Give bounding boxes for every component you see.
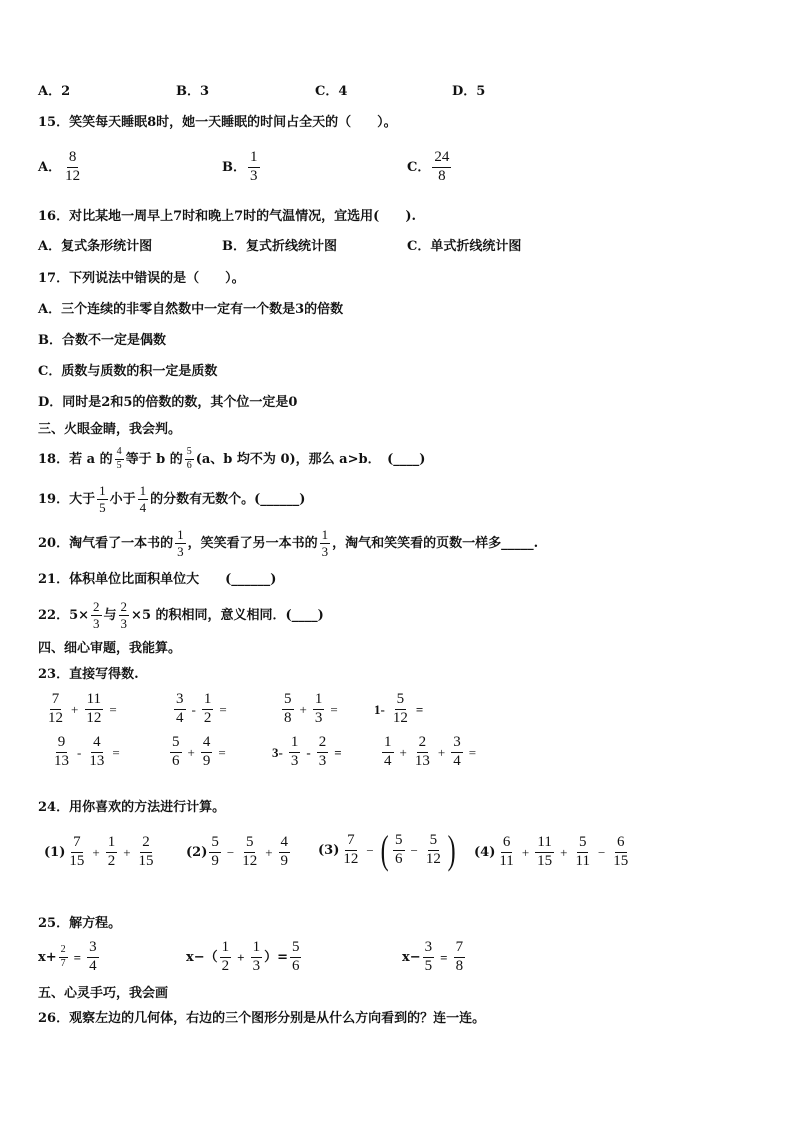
fraction: $\frac{5}{12}$ (392, 691, 408, 726)
q17-option-c: C．质数与质数的积一定是质数 (38, 364, 218, 379)
operator: 1- (374, 701, 385, 717)
operator: = (219, 701, 227, 717)
q23-r2-item2 (168, 735, 230, 770)
fraction: $\frac{5}{12}$ (425, 831, 441, 867)
operator: - (77, 744, 82, 760)
operator: - (191, 701, 196, 717)
operator: = (330, 701, 338, 717)
q18-pre: 18．若 a 的 (38, 451, 113, 467)
fraction: $\frac{2}{13}$ (414, 734, 430, 769)
fraction: $\frac{5}{11}$ (575, 834, 590, 869)
q23-r1-item3 (280, 692, 342, 727)
left-paren: ( (380, 827, 389, 872)
operator: = (73, 949, 82, 965)
fraction: $\frac{3}{4}$ (176, 691, 184, 726)
option-label: B． (222, 159, 246, 175)
q23-r2-item1 (50, 735, 124, 770)
q25-stem: 25．解方程。 (38, 916, 122, 931)
q17-option-a: A．三个连续的非零自然数中一定有一个数是3的倍数 (38, 302, 344, 317)
fraction: $\frac{2}{7}$ (60, 944, 66, 969)
fraction: $\frac{5}{9}$ (211, 834, 219, 869)
operator: − (226, 844, 235, 860)
operator: + (71, 701, 79, 717)
q19-post: 的分数有无数个。(______) (150, 491, 306, 507)
fraction: $\frac{1}{3}$ (252, 939, 261, 974)
fraction: $\frac{1}{5}$ (99, 483, 106, 515)
q24-part-3: (3) $\frac{7}{12}$ − ( $\frac{5}{6}$ − $\frac{5}{12}$ ) (318, 827, 456, 872)
q18-mid: 等于 b 的 (125, 451, 183, 467)
q24-part-2: (2) $\frac{5}{9}$ − $\frac{5}{12}$ + $\frac{4}{9}$ (186, 834, 289, 869)
q23-r2-item3 (268, 735, 346, 770)
q21: 21．体积单位比面积单位大 (______) (38, 572, 277, 587)
fraction: $\frac{1}{2}$ (203, 691, 212, 726)
q18 (38, 447, 425, 471)
q22-pre: 22．5× (38, 607, 90, 623)
q14-option-c: C．4 (315, 84, 348, 99)
fraction: $\frac{3}{4}$ (89, 939, 97, 974)
q23-r1-item2 (172, 692, 231, 727)
fraction: $\frac{1}{3}$ (290, 734, 299, 769)
fraction: $\frac{4}{13}$ (89, 734, 105, 769)
fraction: $\frac{2}{3}$ (318, 734, 327, 769)
operator: − (366, 842, 374, 858)
operator: − (597, 844, 606, 860)
q15-option-b (222, 150, 262, 185)
fraction: $\frac{11}{12}$ (86, 691, 102, 726)
q19-mid: 小于 (109, 491, 136, 507)
fraction: $\frac{3}{4}$ (453, 734, 461, 769)
operator: + (92, 844, 100, 860)
q20 (38, 528, 538, 558)
section-4-heading: 四、细心审题，我能算。 (38, 641, 182, 656)
fraction: $\frac{9}{13}$ (54, 734, 69, 769)
section-3-heading: 三、火眼金睛，我会判。 (38, 422, 182, 437)
operator: + (521, 844, 530, 860)
operator: = (334, 744, 342, 760)
operator: + (299, 701, 307, 717)
q15-stem: 15．笑笑每天睡眠8时，她一天睡眠的时间占全天的（ ）。 (38, 115, 397, 130)
q19-pre: 19．大于 (38, 491, 96, 507)
fraction: $\frac{5}{6}$ (186, 446, 192, 471)
q25-equation-1: x+ $\frac{2}{7}$ = $\frac{3}{4}$ (38, 939, 97, 974)
q20-post: ，淘气和笑笑看的页数一样多_____. (332, 535, 539, 551)
q16-stem: 16．对比某地一周早上7时和晚上7时的气温情况，宜选用( ). (38, 209, 417, 224)
q22-mid: 与 (103, 607, 117, 623)
fraction: $\frac{1}{3}$ (250, 149, 258, 184)
fraction: $\frac{1}{3}$ (321, 527, 329, 559)
fraction: $\frac{2}{15}$ (138, 834, 154, 869)
operator: = (415, 701, 424, 717)
q22-post: ×5 的积相同，意义相同．(____) (131, 607, 324, 623)
fraction: $\frac{7}{15}$ (69, 834, 85, 869)
fraction: $\frac{5}{6}$ (291, 939, 300, 974)
operator: + (187, 744, 195, 760)
q19 (38, 484, 305, 514)
fraction: $\frac{6}{15}$ (613, 834, 629, 869)
fraction: $\frac{5}{6}$ (395, 831, 403, 867)
operator: + (265, 844, 273, 860)
section-5-heading: 五、心灵手巧，我会画 (38, 986, 169, 1001)
option-label: C． (407, 159, 431, 175)
fraction: $\frac{1}{4}$ (139, 483, 147, 515)
operator: = (218, 744, 226, 760)
fraction: $\frac{4}{9}$ (202, 734, 211, 769)
fraction: $\frac{1}{3}$ (177, 527, 184, 559)
q14-option-d: D．5 (452, 84, 486, 99)
q23-r2-item4 (380, 735, 480, 770)
right-paren: ) (447, 827, 456, 872)
q15-option-c (407, 150, 453, 185)
q18-post: (a、b 均不为 0)，那么 a>b． (____) (195, 451, 426, 467)
q17-option-d: D．同时是2和5的倍数的数，其个位一定是0 (38, 395, 298, 410)
fraction: $\frac{2}{3}$ (93, 599, 100, 631)
q17-option-b: B．合数不一定是偶数 (38, 333, 166, 348)
q23-stem: 23．直接写得数. (38, 667, 139, 682)
fraction: $\frac{1}{3}$ (314, 691, 323, 726)
operator: = (112, 744, 120, 760)
q25-equation-2: x−（ $\frac{1}{2}$ + $\frac{1}{3}$ ）= $\frac{5}{6}$ (186, 939, 300, 974)
fraction: $\frac{11}{15}$ (537, 834, 553, 869)
operator: + (560, 844, 568, 860)
fraction: $\frac{5}{12}$ (242, 834, 258, 869)
operator: + (123, 844, 131, 860)
operator: 3- (272, 744, 283, 760)
q16-option-a: A．复式条形统计图 (38, 239, 153, 254)
fraction: $\frac{1}{2}$ (221, 939, 230, 974)
operator: + (437, 744, 446, 760)
fraction: $\frac{24}{8}$ (434, 149, 450, 184)
q15-option-a (38, 150, 84, 185)
operator: + (237, 949, 245, 965)
q23-r1-item4 (370, 692, 427, 727)
operator: = (440, 949, 448, 965)
fraction: $\frac{5}{6}$ (172, 734, 180, 769)
fraction: $\frac{6}{11}$ (499, 834, 514, 869)
fraction: $\frac{4}{9}$ (280, 834, 289, 869)
fraction: $\frac{3}{5}$ (424, 939, 433, 974)
fraction: $\frac{4}{5}$ (116, 446, 122, 471)
fraction: $\frac{7}{8}$ (455, 939, 464, 974)
fraction: $\frac{5}{8}$ (284, 691, 292, 726)
operator: - (306, 744, 311, 760)
q16-option-b: B．复式折线统计图 (222, 239, 337, 254)
q22 (38, 600, 324, 630)
operator: + (399, 744, 407, 760)
q24-part-1: (1) $\frac{7}{15}$ + $\frac{1}{2}$ + $\frac{2}{15}$ (44, 834, 154, 869)
fraction: $\frac{2}{3}$ (120, 599, 128, 631)
q14-option-a: A．2 (38, 84, 71, 99)
q16-option-c: C．单式折线统计图 (407, 239, 522, 254)
q23-r1-item1 (44, 692, 121, 727)
fraction: $\frac{7}{12}$ (343, 831, 359, 867)
fraction: $\frac{7}{12}$ (48, 691, 63, 726)
fraction: $\frac{1}{4}$ (384, 734, 392, 769)
q20-pre: 20．淘气看了一本书的 (38, 535, 174, 551)
q20-mid: ，笑笑看了另一本书的 (187, 535, 318, 551)
operator: = (468, 744, 477, 760)
option-label: A． (38, 159, 62, 175)
q14-option-b: B．3 (176, 84, 210, 99)
fraction: $\frac{8}{12}$ (65, 149, 81, 184)
q24-part-4: (4) $\frac{6}{11}$ + $\frac{11}{15}$ + $\frac{5}{11}$ − $\frac{6}{15}$ (474, 834, 629, 869)
q24-stem: 24．用你喜欢的方法进行计算。 (38, 800, 226, 815)
operator: = (109, 701, 117, 717)
q17-stem: 17．下列说法中错误的是（ ）。 (38, 271, 245, 286)
q26-stem: 26．观察左边的几何体，右边的三个图形分别是从什么方向看到的？连一连。 (38, 1011, 486, 1026)
operator: − (410, 842, 418, 858)
q25-equation-3: x− $\frac{3}{5}$ = $\frac{7}{8}$ (402, 939, 464, 974)
fraction: $\frac{1}{2}$ (107, 834, 116, 869)
